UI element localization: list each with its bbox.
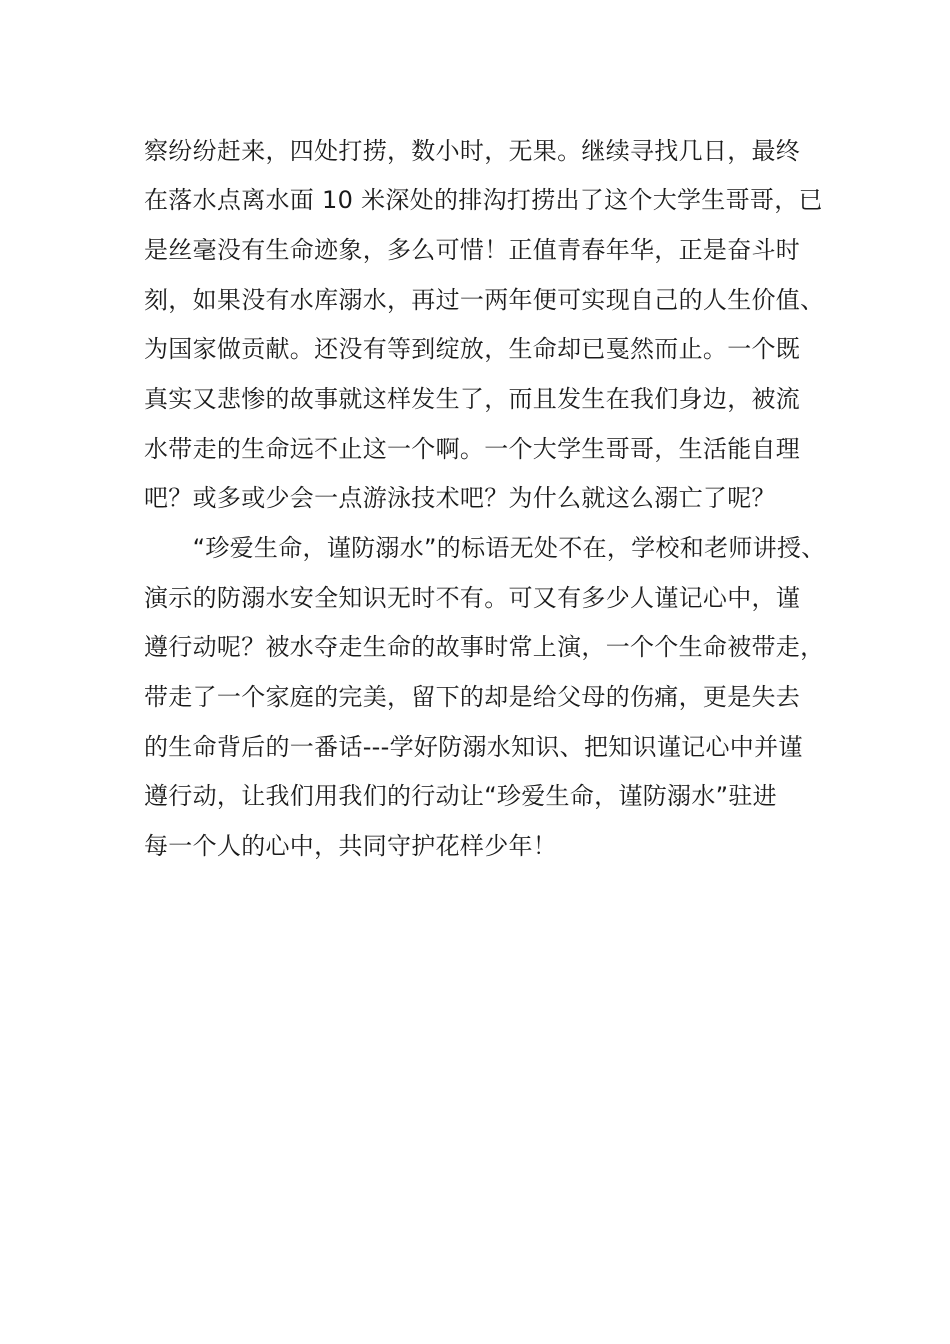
text-line: 真实又悲惨的故事就这样发生了，而且发生在我们身边，被流 xyxy=(144,385,801,413)
text-line: 察纷纷赶来，四处打捞，数小时，无果。继续寻找几日，最终 xyxy=(144,137,801,165)
text-line: “珍爱生命，谨防溺水”的标语无处不在，学校和老师讲授、 xyxy=(144,534,826,562)
text-line: 遵行动，让我们用我们的行动让“珍爱生命，谨防溺水”驻进 xyxy=(144,782,777,810)
text-line: 为国家做贡献。还没有等到绽放，生命却已戛然而止。一个既 xyxy=(144,335,801,363)
text-line: 带走了一个家庭的完美，留下的却是给父母的伤痛，更是失去 xyxy=(144,683,801,711)
text-line: 水带走的生命远不止这一个啊。一个大学生哥哥，生活能自理 xyxy=(144,435,801,463)
text-line: 演示的防溺水安全知识无时不有。可又有多少人谨记心中，谨 xyxy=(144,584,801,612)
text-line: 在落水点离水面 10 米深处的排沟打捞出了这个大学生哥哥，已 xyxy=(144,186,823,214)
text-line: 遵行动呢？被水夺走生命的故事时常上演，一个个生命被带走， xyxy=(144,633,825,661)
text-line: 每一个人的心中，共同守护花样少年！ xyxy=(144,832,558,860)
text-line: 吧？或多或少会一点游泳技术吧？为什么就这么溺亡了呢？ xyxy=(144,484,776,512)
text-line: 刻，如果没有水库溺水，再过一两年便可实现自己的人生价值、 xyxy=(144,286,825,314)
text-line: 的生命背后的一番话---学好防溺水知识、把知识谨记心中并谨 xyxy=(144,733,803,761)
text-line: 是丝毫没有生命迹象，多么可惜！正值青春年华，正是奋斗时 xyxy=(144,236,801,264)
